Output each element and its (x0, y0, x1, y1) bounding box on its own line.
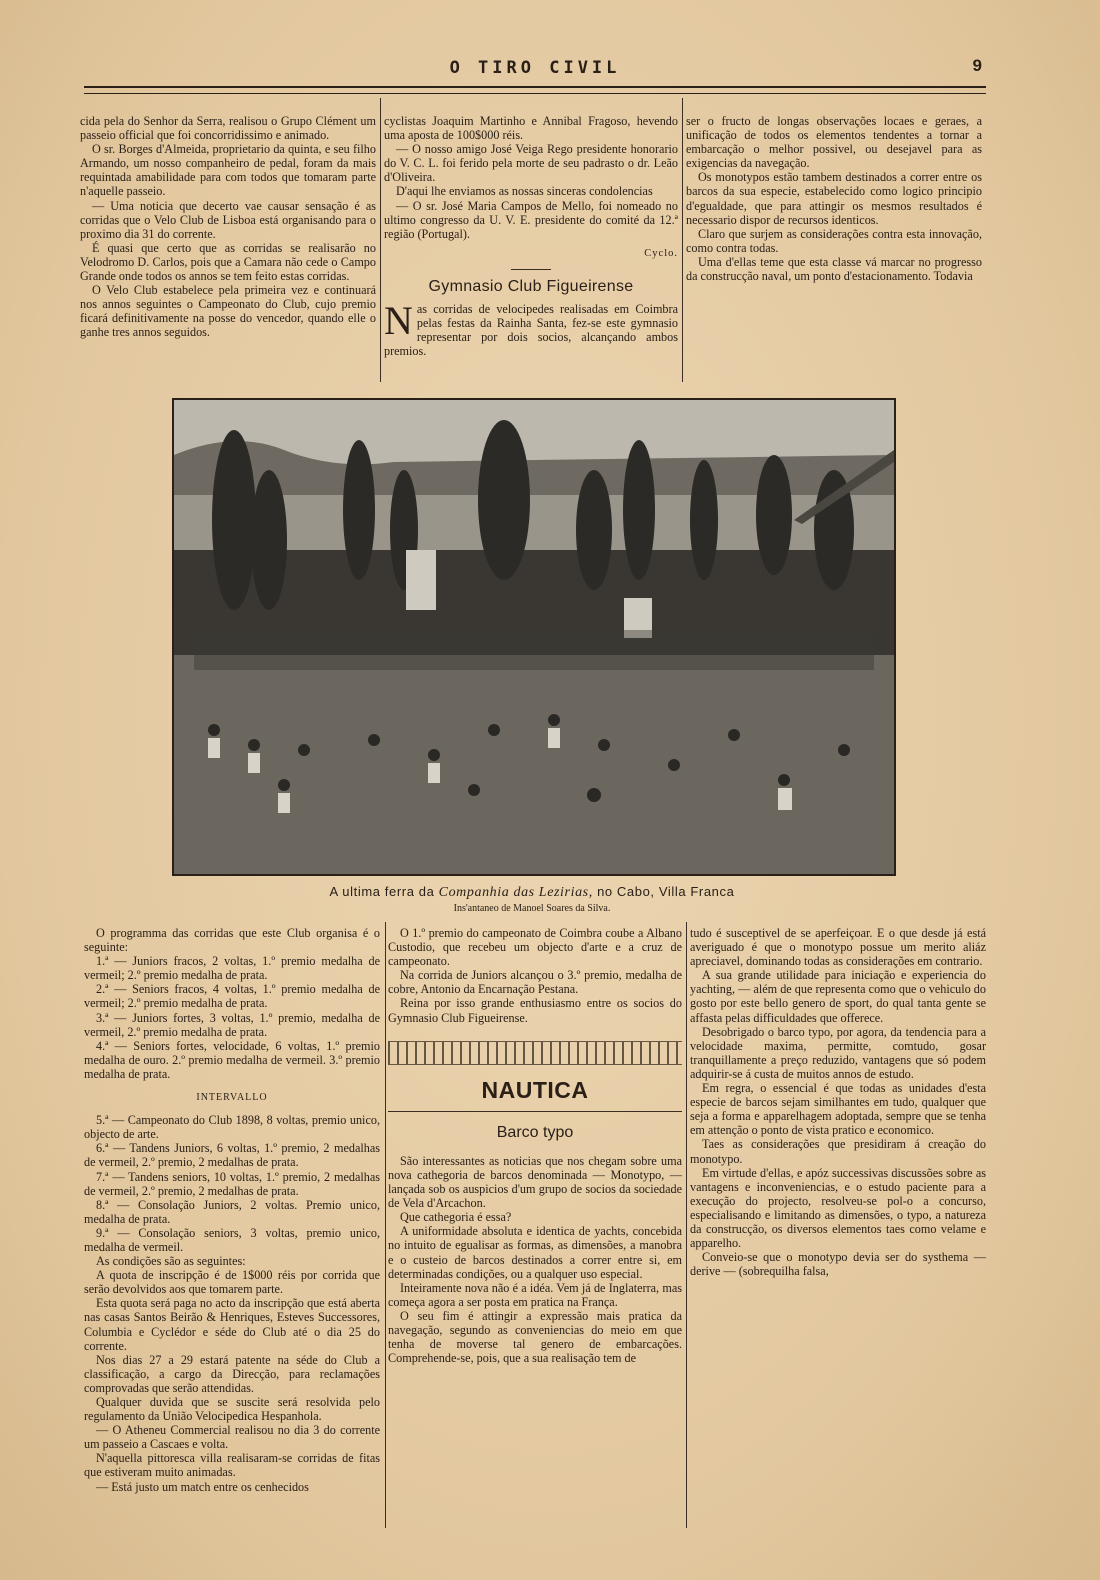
paragraph: O 1.º premio do campeonato de Coimbra coube a Albano Custodio, que recebeu um objecto d'arte e a cruz de campeonato. (388, 926, 682, 969)
paragraph: Conveio-se que o monotypo devia ser do systhema — derive — (sobrequilha falsa, (690, 1250, 986, 1279)
masthead-title: O TIRO CIVIL (449, 58, 621, 78)
paragraph: São interessantes as noticias que nos chegam sobre uma nova cathegoria de barcos denominada — Monotypo, — lançada sob os auspicios d'um grupo de socios da sociedade de Vela d'Arcachon. (388, 1153, 682, 1211)
paragraph: As condições são as seguintes: (96, 1254, 246, 1269)
paragraph: — Está justo um match entre os cenhecidos (96, 1479, 309, 1494)
paragraph: Desobrigado o barco typo, por agora, da tendencia para a velocidade maxima, permitte, comtudo, gosar tranquillamente a preço reduzido, vantagens que só podem adquirir-se á custa de muitos annos de estudo. (690, 1024, 986, 1081)
paragraph: Uma d'ellas teme que esta classe vá marcar no progresso da construcção naval, um ponto d'estacionamento. Todavia (686, 254, 982, 284)
column-divider (385, 922, 386, 1528)
paragraph: cida pela do Senhor da Serra, realisou o Grupo Clément um passeio official que foi concorridissimo e animado. (80, 114, 376, 143)
section-title: NAUTICA (481, 1076, 589, 1103)
paragraph: — O Atheneu Commercial realisou no dia 3 do corrente um passeio a Cascaes e volta. (84, 1423, 380, 1452)
paragraph: A uniformidade absoluta e identica de yachts, concebida no intuito de egualisar as formas, as dimensões, a manobra e o custeio de barcos destinados a correr entre si, em determinadas condições, ou a qualquer uso especial. (388, 1224, 682, 1281)
paragraph: A quota de inscripção é de 1$000 réis por corrida que serão devolvidos aos que tomarem parte. (84, 1268, 380, 1297)
photo-caption (172, 884, 892, 901)
paragraph: Reina por isso grande enthusiasmo entre os socios do Gymnasio Club Figueirense. (388, 996, 682, 1025)
top-column-1 (80, 114, 376, 386)
masthead-rule (84, 86, 986, 94)
paragraph: Taes as considerações que presidiram á creação do monotypo. (690, 1137, 986, 1166)
paragraph: Em virtude d'ellas, e apóz successivas discussões sobre as vantagens e inconveniencias, e o estudo paciente para a execução do projecto, resolveu-se pol-o a concurso, especialisando e limitando as dimensões, o typo, a natureza da construcção, os diversos elementos taes como velame e apparelho. (690, 1165, 986, 1251)
list-item: 3.ª — Juniors fortes, 3 voltas, 1.º premio, medalha de vermeil, 2.º premio medalha de prata. (84, 1010, 380, 1039)
list-item: 9.ª — Consolação seniors, 3 voltas, premio unico, medalha de vermeil. (84, 1225, 380, 1254)
paragraph: N'aquella pittoresca villa realisaram-se corridas de fitas que estiveram muito animadas. (84, 1451, 380, 1480)
paragraph: Esta quota será paga no acto da inscripção que está aberta nas casas Santos Beirão & Henriques, Esteves Successores, Columbia e Cyclédor e séde do Club até o dia 25 do corrente. (84, 1296, 380, 1353)
list-item: 5.ª — Campeonato do Club 1898, 8 voltas, premio unico, objecto de arte. (84, 1113, 380, 1142)
paragraph: cyclistas Joaquim Martinho e Annibal Fragoso, hevendo uma aposta de 100$000 réis. (384, 114, 678, 143)
list-item: 2.ª — Seniors fracos, 4 voltas, 1.º premio medalha de vermeil; 2.º premio medalha de prata. (84, 982, 380, 1011)
paragraph: — Uma noticia que decerto vae causar sensação é as corridas que o Velo Club de Lisboa está organisando para o proximo dia 31 do corrente. (80, 198, 376, 241)
short-rule (511, 269, 551, 270)
top-column-2 (384, 114, 678, 386)
list-item: 8.ª — Consolação Juniors, 2 voltas. Premio unico, medalha de prata. (84, 1197, 380, 1226)
section-label: INTERVALLO (196, 1092, 268, 1104)
article-headline: Gymnasio Club Figueirense (428, 277, 634, 295)
caption-text: A ultima ferra da (329, 884, 435, 899)
paragraph: as corridas de velocipedes realisadas em Coimbra pelas festas da Rainha Santa, fez-se este gymnasio representar por dois socios, alcançando ambos premios. (384, 302, 678, 359)
column-divider (682, 98, 683, 382)
list-item: 7.ª — Tandens seniors, 10 voltas, 1.º premio, 2 medalhas de vermeil, 2.º premio, 2 medalhas de prata. (84, 1169, 380, 1198)
bottom-column-2 (388, 926, 682, 1526)
signature: Cyclo. (644, 247, 678, 259)
paragraph: Inteiramente nova não é a idéa. Vem já de Inglaterra, mas começa agora a ser posta em pratica na França. (388, 1280, 682, 1309)
bottom-column-1 (84, 926, 380, 1526)
paragraph: Claro que surjem as considerações contra esta innovação, como contra todas. (686, 226, 982, 255)
photo-scene (174, 400, 894, 874)
photo-credit: Ins'antaneo de Manoel Soares da Silva. (453, 903, 611, 914)
paragraph: O programma das corridas que este Club organisa é o seguinte: (84, 926, 380, 955)
paragraph: tudo é susceptivel de se aperfeiçoar. E o que desde já está averiguado é que o monotypo possue um merito aliáz apreciavel, dominando todas as considerações em contrario. (690, 926, 986, 969)
paragraph: A sua grande utilidade para iniciação e experiencia do yachting, — além de que representa como que o vehiculo do gosto por este bello genero de sport, do qual tanta gente se affasta pelas difficuldades que offerece. (690, 968, 986, 1025)
paragraph: Os monotypos estão tambem destinados a correr entre os barcos da sua especie, estabelecido como logico principio d'egualdade, que para attingir os mesmos resultados é necessario dispor de recursos identicos. (686, 170, 982, 227)
paragraph: O seu fim é attingir a expressão mais pratica da navegação, segundo as conveniencias do meio em que tenha de moverse tal genero de embarcações. Comprehende-se, pois, que a sua realisação tem de (388, 1308, 682, 1366)
article-headline: Barco typo (496, 1123, 574, 1141)
section-rule (388, 1111, 682, 1112)
halftone-photograph (172, 398, 896, 876)
caption-emphasis: Companhia das Lezirias, (438, 885, 593, 900)
list-item: 1.ª — Juniors fracos, 2 voltas, 1.º premio medalha de vermeil; 2.º premio medalha de prata. (84, 954, 380, 983)
decorative-border (388, 1041, 682, 1065)
paragraph: — O nosso amigo José Veiga Rego presidente honorario do V. C. L. foi ferido pela morte de seu padrasto o dr. Leão d'Oliveira. (384, 142, 678, 185)
paragraph: D'aqui lhe enviamos as nossas sinceras condolencias (396, 184, 653, 199)
list-item: 6.ª — Tandens Juniors, 6 voltas, 1.º premio, 2 medalhas de vermeil, 2.º premio, 2 medalhas de prata. (84, 1141, 380, 1170)
caption-text: no Cabo, Villa Franca (597, 884, 735, 899)
bottom-column-3 (690, 926, 986, 1526)
paragraph: Que cathegoria é essa? (400, 1210, 512, 1225)
paragraph: O sr. Borges d'Almeida, proprietario da quinta, e seu filho Armando, um nosso companheiro de pedal, foram da mais requintada amabilidade para com todos que tomaram parte n'aquelle passeio. (80, 142, 376, 199)
paragraph: É quasi que certo que as corridas se realisarão no Velodromo D. Carlos, pois que a Camara não cede o Campo Grande onde todos os annos se tem feito estas corridas. (80, 240, 376, 284)
paragraph: Nos dias 27 a 29 estará patente na séde do Club a classificação, a cargo da Direcção, para reclamações comprovadas que serão attendidas. (84, 1352, 380, 1395)
paragraph: ser o fructo de longas observações locaes e geraes, a unificação de todos os elementos tendentes a tornar a embarcação o melhor possivel, ou desejavel para as exigencias da navegação. (686, 114, 982, 171)
paragraph: O Velo Club estabelece pela primeira vez e continuará nos annos seguintes o Campeonato do Club, cujo premio ficará definitivamente na posse do vencedor, quando elle o ganhe tres annos seguidos. (80, 283, 376, 340)
paragraph: Qualquer duvida que se suscite será resolvida pelo regulamento da União Velocipedica Hespanhola. (84, 1395, 380, 1424)
page-number: 9 (972, 56, 982, 75)
paragraph: — O sr. José Maria Campos de Mello, foi nomeado no ultimo congresso da U. V. E. presidente do comité da 12.ª região (Portugal). (384, 198, 678, 241)
list-item: 4.ª — Seniors fortes, velocidade, 6 voltas, 1.º premio medalha de ouro. 2.º premio medalha de vermeil. 3.º premio medalha de prata. (84, 1038, 380, 1081)
drop-cap: N (384, 298, 413, 344)
paragraph: Na corrida de Juniors alcançou o 3.º premio, medalha de cobre, Antonio da Encarnação Pestana. (388, 968, 682, 997)
top-column-3 (686, 114, 982, 386)
paragraph: Em regra, o essencial é que todas as unidades d'esta especie de barcos sejam similhantes em tudo, qualquer que seja a forma e apparelhagem adoptada, sempre que se tenha em attenção o ponto de vista pratico e economico. (690, 1081, 986, 1138)
column-divider (686, 922, 687, 1528)
column-divider (380, 98, 381, 382)
